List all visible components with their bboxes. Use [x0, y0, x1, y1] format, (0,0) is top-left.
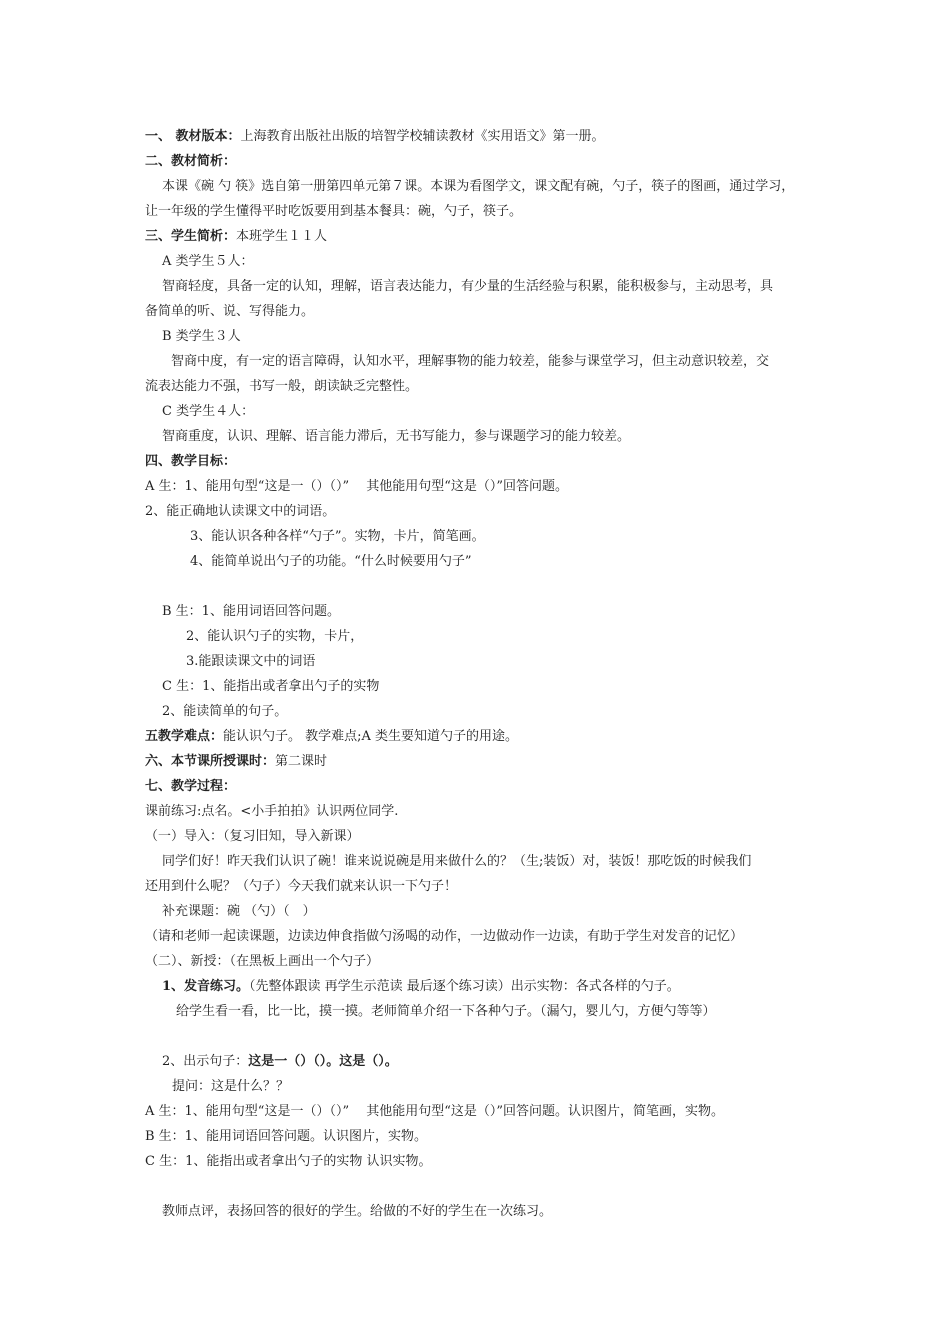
- pronunciation-note: （先整体跟读 再学生示范读 最后逐个练习读）出示实物：各式各样的勺子。: [249, 979, 680, 994]
- topic-note: （请和老师一起读课题，边读边伸食指做勺汤喝的动作，一边做动作一边读，有助于学生对发音的记忆）: [145, 929, 744, 944]
- class-a-paragraph-line-1: 智商轻度，具备一定的认知，理解，语言表达能力，有少量的生活经验与积累，能积极参与，主动思考，具: [162, 279, 774, 294]
- section-1: [145, 130, 605, 143]
- section-5-heading: 五教学难点：: [145, 729, 224, 744]
- pre-class-exercise: 课前练习:点名。<小手拍拍》认识两位同学.: [145, 804, 399, 819]
- show-sentence-pattern: 这是一（）（）。这是（）。: [248, 1054, 398, 1069]
- pronunciation-practice: [162, 980, 680, 993]
- class-b-title: B 类学生３人: [162, 329, 241, 344]
- topic-supplement: 补充课题：碗 （勺）（ ）: [162, 904, 316, 919]
- goal-a-1: A 生：1、能用句型“这是一（）（）” 其他能用句型“这是（）”回答问题。: [145, 479, 569, 494]
- section-3-heading: 三、学生简析：: [145, 229, 237, 244]
- show-sentence-label: 2、出示句子：: [162, 1054, 249, 1069]
- goal-b-2: 2、能认识勺子的实物，卡片，: [186, 629, 364, 644]
- section-3-text: 本班学生１１人: [236, 229, 328, 244]
- intro-paragraph-line-2: 还用到什么呢？（勺子）今天我们就来认识一下勺子！: [145, 879, 458, 894]
- goal-a-2: 2、能正确地认读课文中的词语。: [145, 504, 336, 519]
- answer-b: B 生：1、能用词语回答问题。认识图片，实物。: [145, 1129, 427, 1144]
- class-b-paragraph-line-2: 流表达能力不强，书写一般，朗读缺乏完整性。: [145, 379, 419, 394]
- intro-paragraph-line-1: 同学们好！昨天我们认识了碗！谁来说说碗是用来做什么的？（生;装饭）对，装饭！那吃饭的时候我们: [162, 854, 752, 869]
- section-1-heading: 一、 教材版本：: [145, 129, 241, 144]
- show-sentence: [162, 1055, 398, 1068]
- goal-a-4: 4、能简单说出勺子的功能。“什么时候要用勺子”: [190, 554, 472, 569]
- class-a-paragraph-line-2: 备简单的听、说、写得能力。: [145, 304, 315, 319]
- section-6-text: 第二课时: [275, 754, 328, 769]
- section-6: [145, 755, 327, 768]
- goal-c-2: 2、能读简单的句子。: [162, 704, 288, 719]
- pronunciation-detail: 给学生看一看，比一比，摸一摸。老师简单介绍一下各种勺子。（漏勺，婴儿勺，方便勺等等）: [176, 1004, 716, 1019]
- section-7-heading: 七、教学过程：: [145, 779, 237, 794]
- section-2-paragraph-line-2: 让一年级的学生懂得平时吃饭要用到基本餐具：碗，勺子，筷子。: [145, 204, 523, 219]
- intro-heading: （一）导入：（复习旧知，导入新课）: [145, 829, 360, 844]
- goal-b-3: 3.能跟读课文中的词语: [186, 654, 316, 669]
- teacher-review: 教师点评，表扬回答的很好的学生。给做的不好的学生在一次练习。: [162, 1204, 553, 1219]
- goal-c-1: C 生：1、能指出或者拿出勺子的实物: [162, 679, 380, 694]
- section-2-heading: 二、教材简析：: [145, 154, 237, 169]
- question: 提问：这是什么？？: [172, 1079, 290, 1094]
- answer-a: A 生：1、能用句型“这是一（）（）” 其他能用句型“这是（）”回答问题。认识图片，简笔画，实物。: [145, 1104, 725, 1119]
- section-6-heading: 六、本节课所授课时：: [145, 754, 276, 769]
- class-c-paragraph: 智商重度，认识、理解、语言能力滞后，无书写能力，参与课题学习的能力较差。: [162, 429, 631, 444]
- answer-c: C 生：1、能指出或者拿出勺子的实物 认识实物。: [145, 1154, 432, 1169]
- section-1-text: 上海教育出版社出版的培智学校辅读教材《实用语文》第一册。: [240, 129, 605, 144]
- section-5-text: 能认识勺子。 教学难点;A 类生要知道勺子的用途。: [223, 729, 519, 744]
- pronunciation-label: 1、发音练习。: [162, 979, 250, 994]
- class-c-title: C 类学生４人：: [162, 404, 255, 419]
- goal-b-1: B 生：1、能用词语回答问题。: [162, 604, 340, 619]
- section-5: [145, 730, 518, 743]
- new-lesson-heading: （二）、新授：（在黑板上画出一个勺子）: [145, 954, 380, 969]
- section-4-heading: 四、教学目标：: [145, 454, 237, 469]
- section-2-paragraph-line-1: 本课《碗 勺 筷》选自第一册第四单元第７课。本课为看图学文，课文配有碗，勺子，筷子的图画，通过学习，: [162, 179, 795, 194]
- class-a-title: A 类学生５人：: [162, 254, 254, 269]
- goal-a-3: 3、能认识各种各样“勺子”。实物，卡片，简笔画。: [190, 529, 485, 544]
- section-3: [145, 230, 327, 243]
- class-b-paragraph-line-1: 智商中度，有一定的语言障碍，认知水平，理解事物的能力较差，能参与课堂学习，但主动意识较差，交: [171, 354, 770, 369]
